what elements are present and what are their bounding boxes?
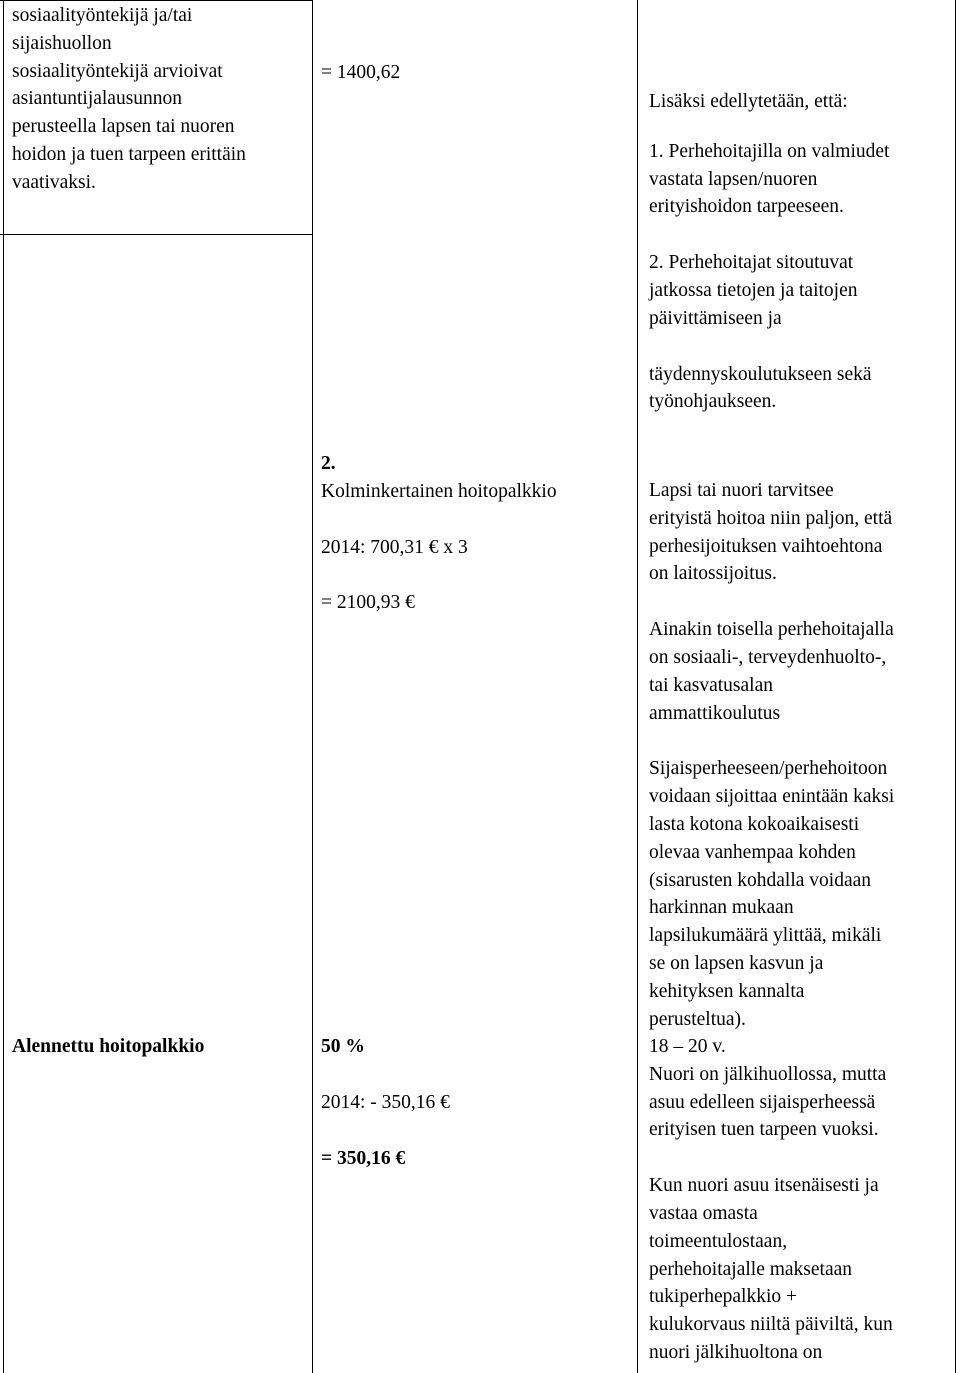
requirement-line: vastata lapsen/nuoren bbox=[649, 168, 818, 190]
description-line: perhesijoituksen vaihtoehtona bbox=[649, 535, 883, 557]
description-line: harkinnan mukaan bbox=[649, 897, 794, 919]
description-line: toimeentulostaan, bbox=[649, 1230, 788, 1252]
fee-title: Kolminkertainen hoitopalkkio bbox=[321, 480, 557, 502]
description-line: Nuori on jälkihuollossa, mutta bbox=[649, 1063, 887, 1085]
description-line: Lapsi tai nuori tarvitsee bbox=[649, 480, 834, 501]
description-line: Kun nuori asuu itsenäisesti ja bbox=[649, 1175, 879, 1197]
row1-right-cell bbox=[649, 88, 889, 416]
requirement-line: päivittämiseen ja bbox=[649, 307, 782, 329]
fee-calculation: 2014: 700,31 € x 3 bbox=[321, 536, 468, 558]
requirement-line: jatkossa tietojen ja taitojen bbox=[649, 279, 858, 301]
left-cell-bottom-border bbox=[0, 234, 312, 235]
criteria-line: vaativaksi. bbox=[12, 171, 96, 193]
row2-right-cell bbox=[649, 477, 894, 1033]
requirement-line: erityishoidon tarpeeseen. bbox=[649, 196, 844, 218]
description-line: (sisarusten kohdalla voidaan bbox=[649, 869, 872, 891]
criteria-line: perusteella lapsen tai nuoren bbox=[12, 116, 235, 138]
requirement-line: työnohjaukseen. bbox=[649, 391, 777, 413]
left-cell-top-border bbox=[0, 0, 312, 1]
criteria-line: sijaishuollon bbox=[12, 32, 112, 54]
row1-middle-cell bbox=[321, 59, 400, 87]
requirements-intro: Lisäksi edellytetään, että: bbox=[649, 91, 848, 112]
description-line: vastaa omasta bbox=[649, 1202, 758, 1224]
fee-calculation: 2014: - 350,16 € bbox=[321, 1091, 450, 1113]
table-border-left bbox=[3, 0, 4, 1373]
description-line: on sosiaali-, terveydenhuolto-, bbox=[649, 646, 887, 668]
description-line: tai kasvatusalan bbox=[649, 674, 773, 696]
description-line: kulukorvaus niiltä päiviltä, kun bbox=[649, 1314, 893, 1336]
description-line: perhehoitajalle maksetaan bbox=[649, 1258, 853, 1280]
criteria-line: hoidon ja tuen tarpeen erittäin bbox=[12, 143, 246, 165]
description-line: lapsilukumäärä ylittää, mikäli bbox=[649, 925, 882, 947]
description-line: voidaan sijoittaa enintään kaksi bbox=[649, 786, 895, 808]
description-line: Sijaisperheeseen/perhehoitoon bbox=[649, 758, 888, 780]
description-line: kehityksen kannalta bbox=[649, 980, 805, 1002]
row3-middle-cell bbox=[321, 1033, 450, 1172]
fee-total: = 350,16 € bbox=[321, 1147, 406, 1169]
criteria-line: sosiaalityöntekijä arvioivat bbox=[12, 60, 223, 82]
criteria-line: asiantuntijalausunnon bbox=[12, 88, 183, 110]
row3-right-cell bbox=[649, 1033, 893, 1367]
column-divider-1 bbox=[312, 0, 313, 1373]
description-line: ammattikoulutus bbox=[649, 702, 781, 724]
description-line: on laitossijoitus. bbox=[649, 563, 777, 585]
description-line: erityisen tuen tarpeen vuoksi. bbox=[649, 1119, 879, 1141]
fee-percent: 50 % bbox=[321, 1036, 365, 1057]
row2-middle-cell bbox=[321, 450, 557, 617]
description-line: Ainakin toisella perhehoitajalla bbox=[649, 619, 894, 641]
table-border-right bbox=[955, 0, 956, 1373]
description-line: olevaa vanhempaa kohden bbox=[649, 841, 856, 863]
fee-number: 2. bbox=[321, 453, 336, 474]
fee-amount: = 1400,62 bbox=[321, 62, 401, 83]
criteria-line: sosiaalityöntekijä ja/tai bbox=[12, 5, 193, 26]
description-line: erityistä hoitoa niin paljon, että bbox=[649, 507, 893, 529]
description-line: perusteltua). bbox=[649, 1008, 746, 1030]
description-line: lasta kotona kokoaikaisesti bbox=[649, 813, 860, 835]
description-line: asuu edelleen sijaisperheessä bbox=[649, 1091, 876, 1113]
requirement-line: 2. Perhehoitajat sitoutuvat bbox=[649, 252, 854, 274]
requirement-line: 1. Perhehoitajilla on valmiudet bbox=[649, 140, 890, 162]
row1-left-cell bbox=[12, 2, 246, 197]
fee-total: = 2100,93 € bbox=[321, 592, 415, 614]
requirement-line: täydennyskoulutukseen sekä bbox=[649, 363, 872, 385]
description-line: tukiperhepalkkio + bbox=[649, 1286, 798, 1308]
age-range: 18 – 20 v. bbox=[649, 1036, 726, 1057]
column-divider-2 bbox=[637, 0, 638, 1373]
fee-title: Alennettu hoitopalkkio bbox=[12, 1036, 205, 1057]
description-line: nuori jälkihuoltona on bbox=[649, 1341, 823, 1363]
row3-left-cell bbox=[12, 1033, 204, 1061]
description-line: se on lapsen kasvun ja bbox=[649, 952, 824, 974]
